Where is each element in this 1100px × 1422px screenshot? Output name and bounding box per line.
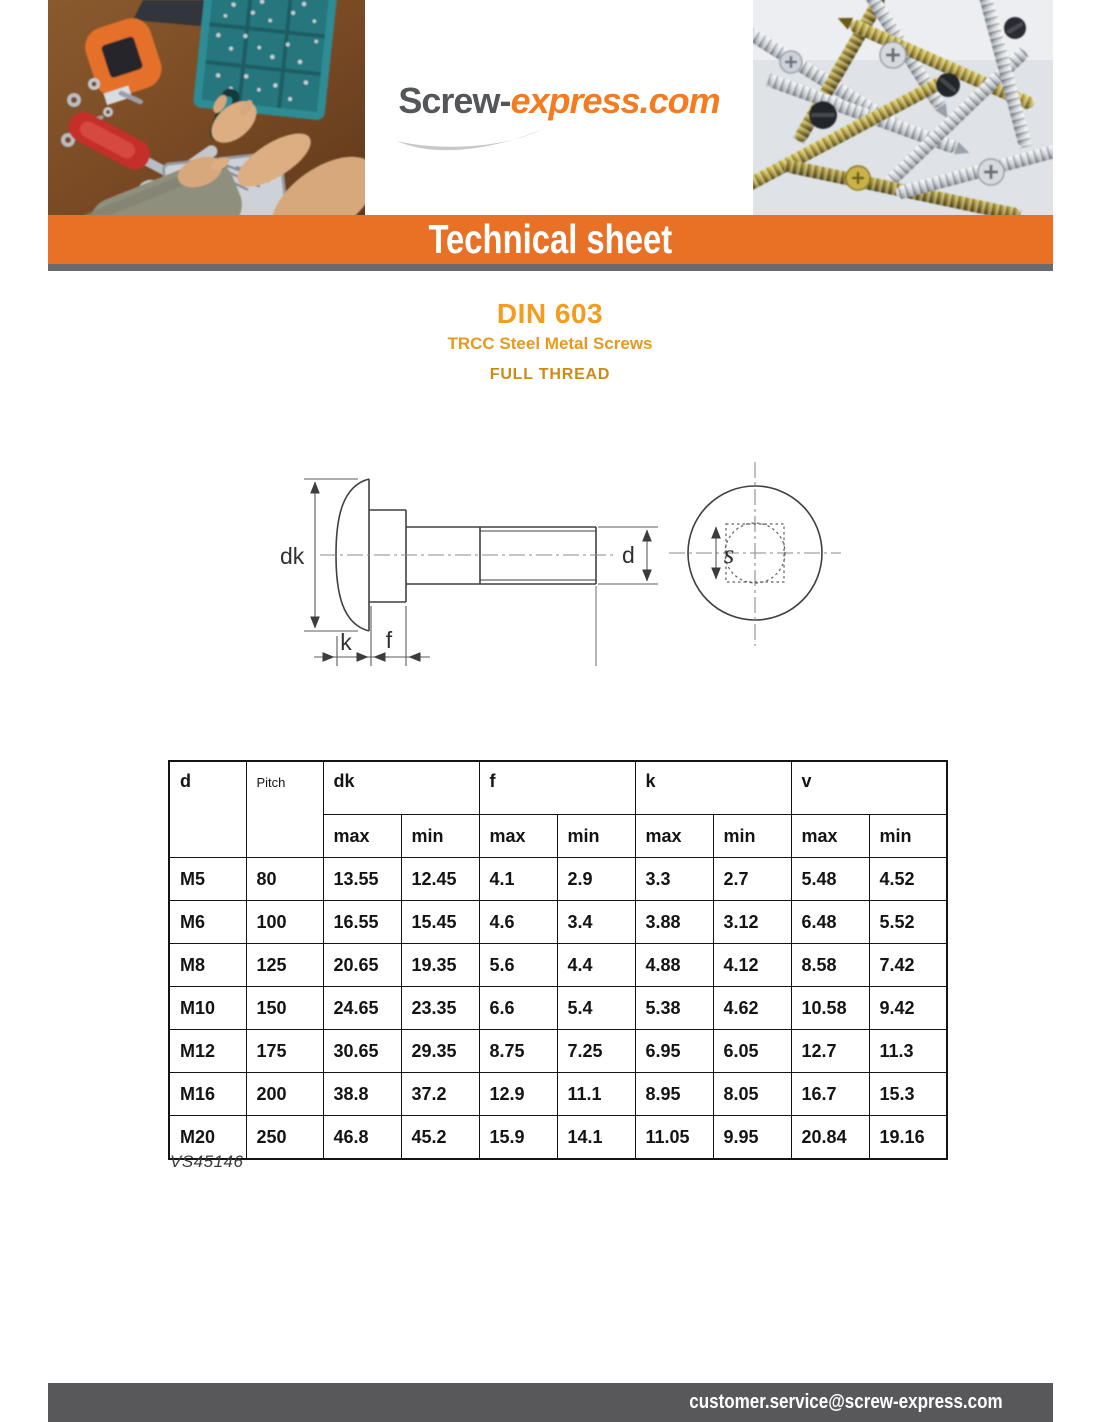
cell-value-7: 7.42 (869, 944, 947, 987)
footer (48, 1383, 1053, 1422)
cell-pitch: 100 (246, 901, 323, 944)
cell-value-3: 7.25 (557, 1030, 635, 1073)
cell-value-2: 4.6 (479, 901, 557, 944)
bolt-top-view (669, 462, 841, 646)
cell-value-3: 4.4 (557, 944, 635, 987)
d-label: d (622, 542, 635, 568)
cell-value-6: 20.84 (791, 1116, 869, 1160)
logo (365, 0, 753, 215)
cell-size: M6 (169, 901, 246, 944)
cell-value-0: 46.8 (323, 1116, 401, 1160)
cell-value-5: 4.62 (713, 987, 791, 1030)
s-label: s (723, 539, 735, 569)
cell-value-4: 3.88 (635, 901, 713, 944)
cell-value-5: 9.95 (713, 1116, 791, 1160)
logo-part-screw: Screw- (398, 80, 511, 121)
divider-line (48, 264, 1053, 271)
cell-value-6: 12.7 (791, 1030, 869, 1073)
cell-size: M5 (169, 858, 246, 901)
k-label: k (340, 629, 352, 655)
cell-size: M12 (169, 1030, 246, 1073)
f-label: f (385, 627, 393, 653)
cell-value-4: 4.88 (635, 944, 713, 987)
cell-value-2: 4.1 (479, 858, 557, 901)
cell-pitch: 80 (246, 858, 323, 901)
cell-value-5: 6.05 (713, 1030, 791, 1073)
cell-value-7: 11.3 (869, 1030, 947, 1073)
cell-pitch: 250 (246, 1116, 323, 1160)
header-dk-min: min (401, 815, 479, 858)
header-f-max: max (479, 815, 557, 858)
screws-photo (753, 0, 1053, 215)
header-v-min: min (869, 815, 947, 858)
header-k-min: min (713, 815, 791, 858)
logo-swoosh (395, 126, 545, 158)
table-row (169, 1116, 947, 1160)
header-group-dk: dk (323, 761, 479, 815)
cell-value-6: 16.7 (791, 1073, 869, 1116)
logo-text (365, 80, 753, 122)
cell-value-0: 24.65 (323, 987, 401, 1030)
header-group-k: k (635, 761, 791, 815)
cell-value-6: 6.48 (791, 901, 869, 944)
cell-value-5: 2.7 (713, 858, 791, 901)
header-dk-max: max (323, 815, 401, 858)
header-group-f: f (479, 761, 635, 815)
footer-email[interactable]: customer.service@screw-express.com (689, 1391, 1003, 1413)
cell-size: M10 (169, 987, 246, 1030)
cell-pitch: 125 (246, 944, 323, 987)
cell-size: M20 (169, 1116, 246, 1160)
workbench-photo-illustration (48, 0, 365, 215)
table-row (169, 987, 947, 1030)
table-row (169, 944, 947, 987)
reference-code: VS45146 (170, 1152, 244, 1171)
cell-value-7: 5.52 (869, 901, 947, 944)
cell-value-5: 3.12 (713, 901, 791, 944)
cell-value-6: 8.58 (791, 944, 869, 987)
header-group-v: v (791, 761, 947, 815)
cell-size: M8 (169, 944, 246, 987)
cell-value-0: 20.65 (323, 944, 401, 987)
cell-value-6: 10.58 (791, 987, 869, 1030)
banner-title: Technical sheet (428, 216, 673, 262)
header-d: d (169, 761, 246, 858)
logo-part-express: express.com (510, 80, 720, 121)
header-k-max: max (635, 815, 713, 858)
cell-value-3: 3.4 (557, 901, 635, 944)
cell-value-0: 38.8 (323, 1073, 401, 1116)
cell-value-7: 9.42 (869, 987, 947, 1030)
cell-value-4: 11.05 (635, 1116, 713, 1160)
cell-value-5: 4.12 (713, 944, 791, 987)
cell-value-7: 19.16 (869, 1116, 947, 1160)
workbench-photo (48, 0, 365, 215)
dk-label: dk (280, 543, 305, 569)
header-pitch: Pitch (246, 761, 323, 858)
table-row (169, 858, 947, 901)
cell-value-4: 8.95 (635, 1073, 713, 1116)
cell-value-1: 15.45 (401, 901, 479, 944)
subtitle: TRCC Steel Metal Screws (447, 334, 653, 353)
cell-value-3: 5.4 (557, 987, 635, 1030)
cell-value-6: 5.48 (791, 858, 869, 901)
cell-size: M16 (169, 1073, 246, 1116)
cell-value-2: 8.75 (479, 1030, 557, 1073)
cell-value-1: 12.45 (401, 858, 479, 901)
cell-value-3: 2.9 (557, 858, 635, 901)
banner (48, 215, 1053, 264)
screws-photo-illustration (753, 0, 1053, 215)
cell-value-7: 4.52 (869, 858, 947, 901)
cell-value-1: 37.2 (401, 1073, 479, 1116)
cell-value-1: 29.35 (401, 1030, 479, 1073)
cell-value-4: 6.95 (635, 1030, 713, 1073)
cell-value-2: 5.6 (479, 944, 557, 987)
cell-value-2: 12.9 (479, 1073, 557, 1116)
table-header-row-groups (169, 761, 947, 815)
cell-value-1: 19.35 (401, 944, 479, 987)
dimensions-table (168, 760, 948, 1160)
header-f-min: min (557, 815, 635, 858)
cell-value-4: 3.3 (635, 858, 713, 901)
header-v-max: max (791, 815, 869, 858)
cell-pitch: 200 (246, 1073, 323, 1116)
table-row (169, 1073, 947, 1116)
cell-value-0: 13.55 (323, 858, 401, 901)
cell-value-1: 23.35 (401, 987, 479, 1030)
standard-title: DIN 603 (496, 298, 604, 329)
cell-value-7: 15.3 (869, 1073, 947, 1116)
cell-value-3: 14.1 (557, 1116, 635, 1160)
cell-value-3: 11.1 (557, 1073, 635, 1116)
table-row (169, 901, 947, 944)
cell-pitch: 150 (246, 987, 323, 1030)
cell-pitch: 175 (246, 1030, 323, 1073)
table-row (169, 1030, 947, 1073)
cell-value-0: 30.65 (323, 1030, 401, 1073)
cell-value-2: 6.6 (479, 987, 557, 1030)
cell-value-1: 45.2 (401, 1116, 479, 1160)
cell-value-5: 8.05 (713, 1073, 791, 1116)
cell-value-0: 16.55 (323, 901, 401, 944)
thread-type: FULL THREAD (489, 366, 611, 383)
cell-value-2: 15.9 (479, 1116, 557, 1160)
technical-drawing (258, 438, 862, 670)
cell-value-4: 5.38 (635, 987, 713, 1030)
